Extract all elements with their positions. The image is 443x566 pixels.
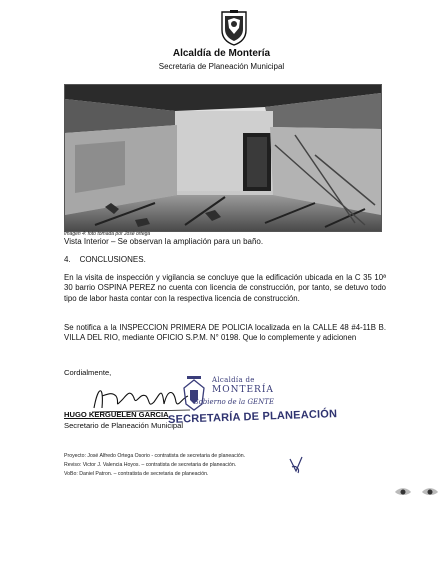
stamp-text-line4: SECRETARÍA DE PLANEACIÓN <box>167 408 338 426</box>
initials-mark <box>288 455 304 475</box>
notification-paragraph: Se notifica a la INSPECCION PRIMERA DE POLICIA localizada en la CALLE 48 #4-11B B. VILLA DEL RIO, mediante OFICIO S.P.M. N° 0198. Que lo complemente y adicionen <box>64 323 386 343</box>
construction-interior-image <box>65 85 381 231</box>
stamp-text-line2: MONTERÍA <box>212 385 274 395</box>
stamp-text-line3: Gobierno de la GENTE <box>193 398 275 406</box>
stamp-text-line1: Alcaldía de <box>212 376 255 384</box>
organization-name: Alcaldía de Montería <box>172 48 271 59</box>
credit-approval: VoBo: Daniel Patron. – contratista de secretaria de planeación. <box>64 471 209 477</box>
credit-project: Proyecto: José Alfredo Ortega Osorio - contratista de secretaria de planeación. <box>64 453 246 459</box>
coat-of-arms-icon <box>219 10 249 46</box>
section-heading: 4. CONCLUSIONES. <box>64 255 146 264</box>
closing-salutation: Cordialmente, <box>64 368 112 377</box>
scan-artifact-icon <box>394 487 412 497</box>
scan-artifact-icon <box>421 487 439 497</box>
department-name: Secretaria de Planeación Municipal <box>158 62 285 71</box>
conclusion-paragraph: En la visita de inspección y vigilancia se concluye que la edificación ubicada en la C 35 10ª 30 barrio OSPINA PEREZ no cuenta con licencia de construcción, por tanto, se detuvo todo tipo de labor hasta contar con la respectiva licencia de construcción. <box>64 273 386 303</box>
photo-caption: Imagen 4: foto tomada por José ortega <box>64 231 151 237</box>
credit-review: Reviso: Victor J. Valencia Hoyos. – contratista de secretaria de planeación. <box>64 462 237 468</box>
inspection-photo <box>64 84 382 232</box>
photo-description: Vista Interior – Se observan la ampliación para un baño. <box>64 237 264 246</box>
signer-role: Secretario de Planeación Municipal <box>64 421 184 430</box>
signer-name: HUGO KERGUELEN GARCIA <box>64 410 169 419</box>
